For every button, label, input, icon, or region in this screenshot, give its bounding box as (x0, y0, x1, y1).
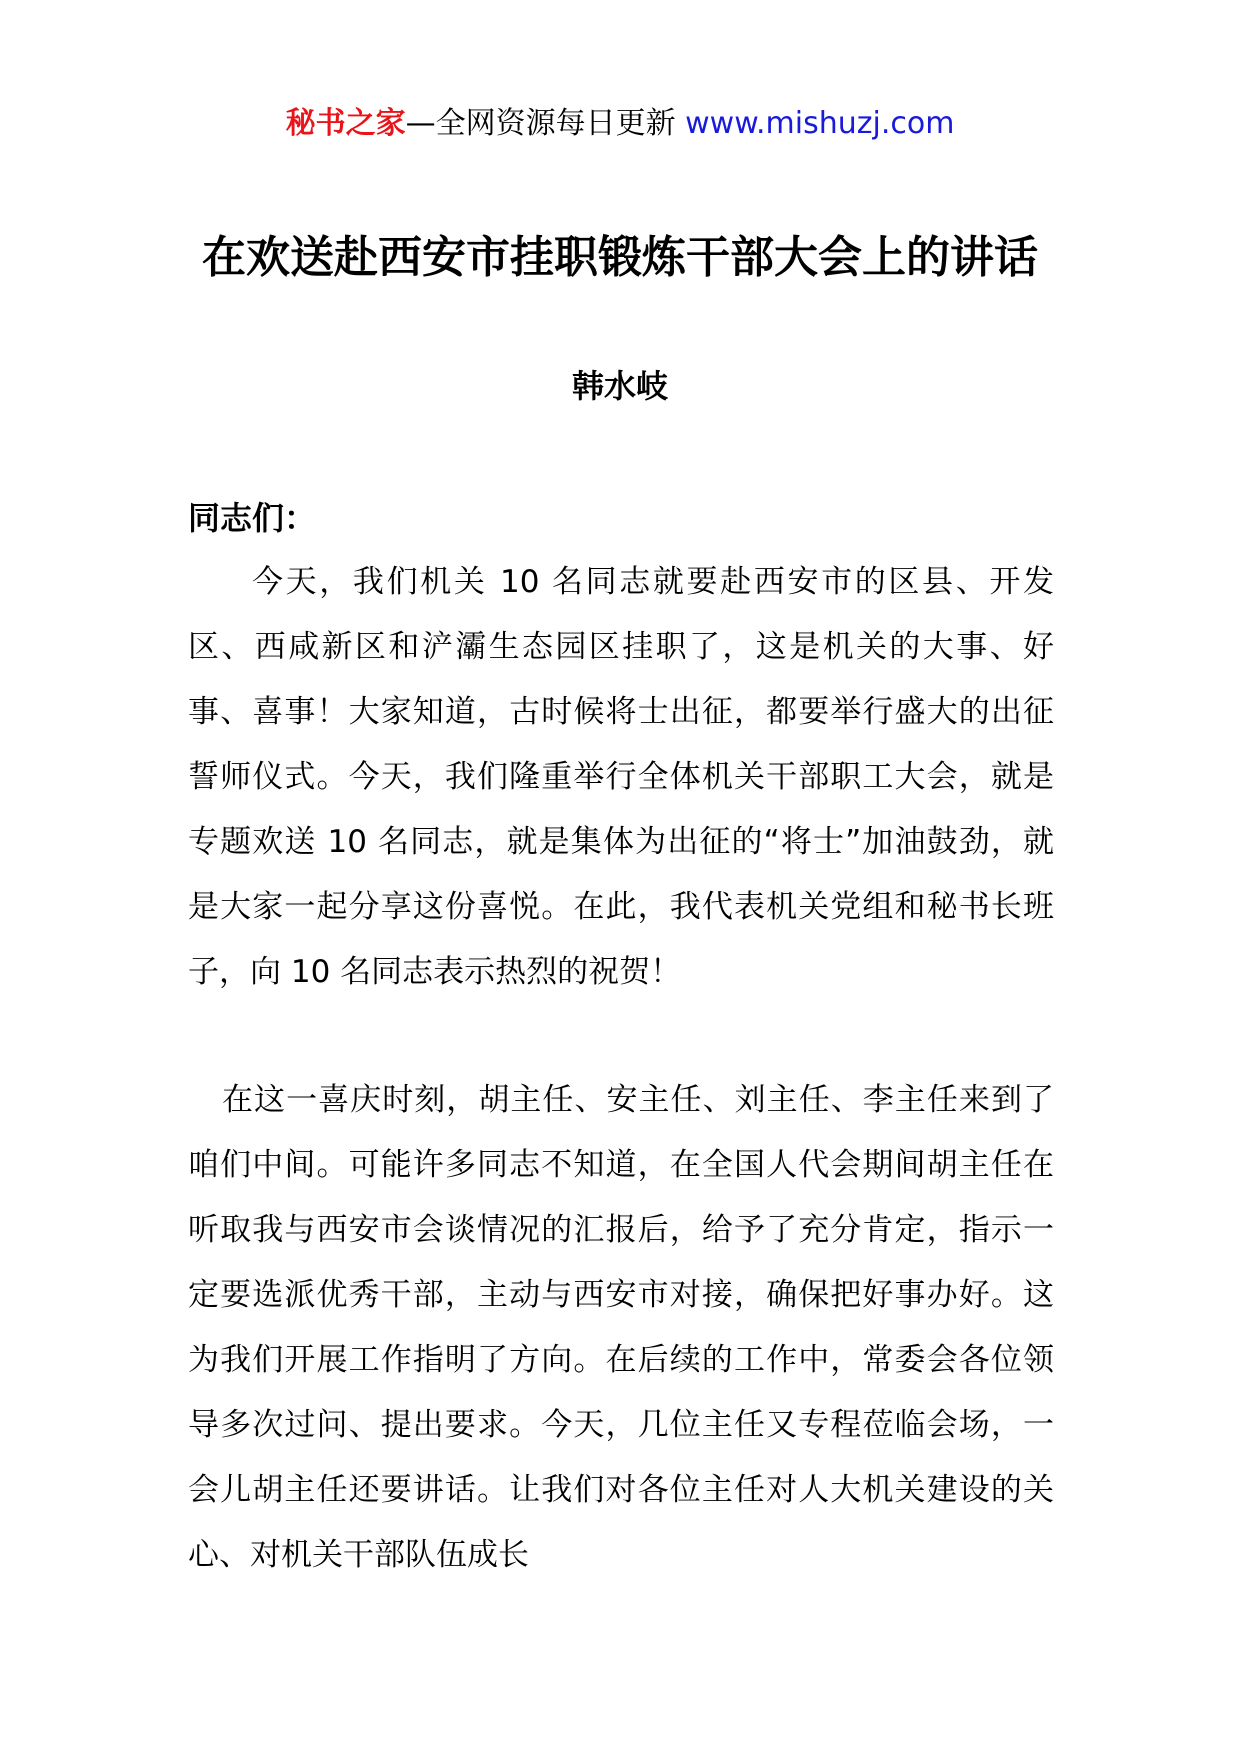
body-paragraph-2: 在这一喜庆时刻，胡主任、安主任、刘主任、李主任来到了咱们中间。可能许多同志不知道，在全国人代会期间胡主任在听取我与西安市会谈情况的汇报后，给予了充分肯定，指示一定要选派优秀干部，主动与西安市对接，确保把好事办好。这为我们开展工作指明了方向。在后续的工作中，常委会各位领导多次过问、提出要求。今天，几位主任又专程莅临会场，一会儿胡主任还要讲话。让我们对各位主任对人大机关建设的关心、对机关干部队伍成长 (188, 1082, 1054, 1573)
brand-name: 秘书之家 (285, 106, 406, 141)
body-paragraph-1: 今天，我们机关 10 名同志就要赴西安市的区县、开发区、西咸新区和浐灞生态园区挂职了，这是机关的大事、好事、喜事！大家知道，古时候将士出征，都要举行盛大的出征誓师仪式。今天，我们隆重举行全体机关干部职工大会，就是专题欢送 10 名同志，就是集体为出征的“将士”加油鼓劲，就是大家一起分享这份喜悦。在此，我代表机关党组和秘书长班子，向 10 名同志表示热烈的祝贺！ (188, 564, 1054, 990)
header-slogan: —全网资源每日更新 (405, 106, 686, 141)
site-url[interactable]: www.mishuzj.com (685, 106, 955, 141)
document-title: 在欢送赴西安市挂职锻炼干部大会上的讲话 (202, 232, 1038, 283)
site-header (0, 100, 1240, 148)
salutation: 同志们： (188, 499, 317, 537)
document-author: 韩水岐 (571, 367, 668, 405)
